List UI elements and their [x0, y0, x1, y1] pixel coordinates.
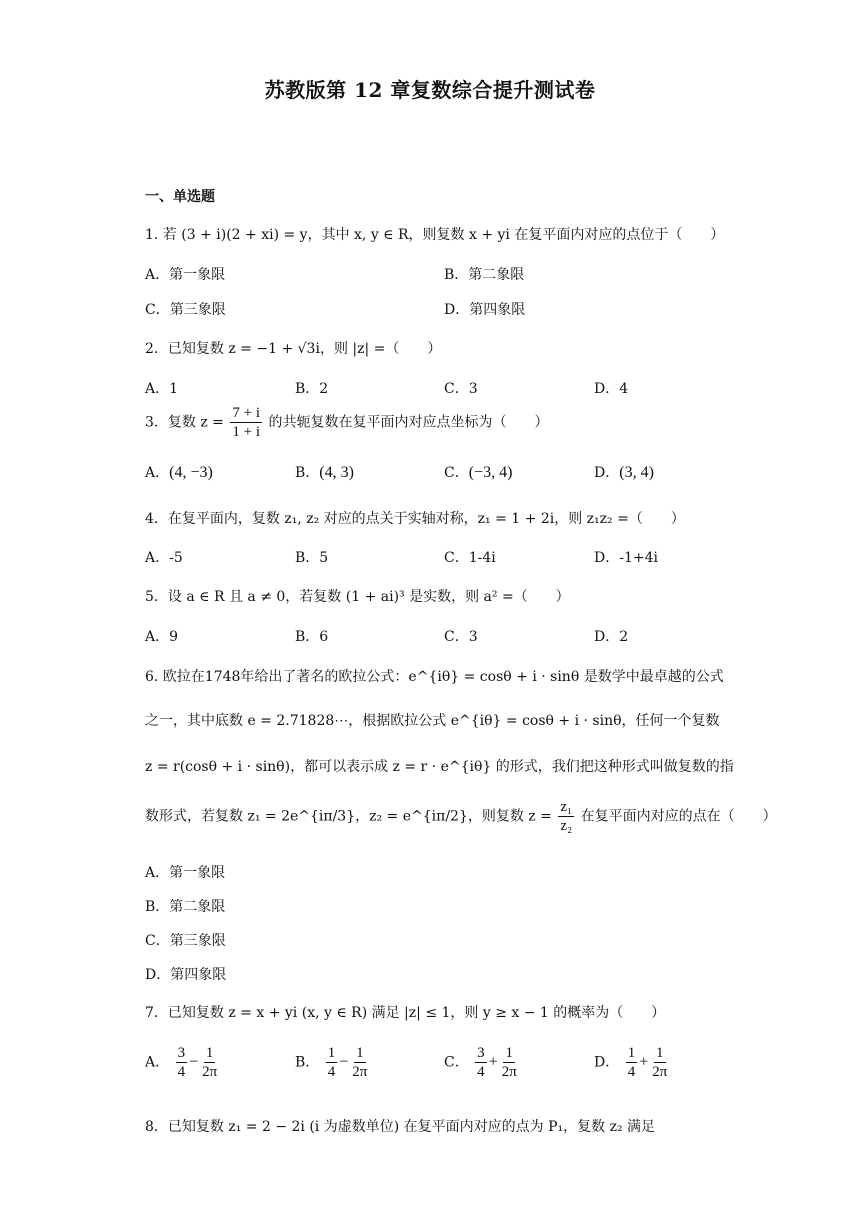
q6-option-c: C．第三象限 — [145, 933, 226, 949]
question-6-line-2: 之一，其中底数 e = 2.71828⋯，根据欧拉公式 e^{iθ} = cosθ + i · sinθ，任何一个复数 — [145, 713, 720, 729]
q6-option-d: D．第四象限 — [145, 967, 227, 983]
q4-option-a: A．-5 — [145, 550, 183, 566]
q3-prefix: 3．复数 z = — [145, 414, 224, 431]
q6-option-a: A．第一象限 — [145, 865, 226, 881]
q5-option-b: B．6 — [295, 629, 329, 645]
q5-option-c: C．3 — [444, 629, 478, 645]
section-heading: 一、单选题 — [145, 189, 215, 205]
q3-numerator: 7 + i — [232, 405, 261, 421]
q6-option-b: B．第二象限 — [145, 899, 226, 915]
q2-option-b: B．2 — [295, 381, 329, 397]
question-1-stem: 1. 若 (3 + i)(2 + xi) = y，其中 x, y ∈ R，则复数 x + yi 在复平面内对应的点位于（ ） — [145, 227, 725, 243]
q6-numerator: z₁ — [560, 799, 573, 815]
question-2-stem: 2．已知复数 z = −1 + √3i，则 |z| =（ ） — [145, 341, 442, 357]
q1-option-d: D．第四象限 — [444, 302, 526, 318]
q3-option-d: D．(3, 4) — [594, 464, 654, 481]
q7-option-b: B． $\frac{1}{4}$ − $\frac{1}{2\pi}$ — [295, 1045, 368, 1080]
q2-option-a: A．1 — [145, 381, 179, 397]
q1-option-a: A．第一象限 — [145, 267, 226, 283]
q6-denominator: z₂ — [560, 818, 573, 834]
q2-option-c: C．3 — [444, 381, 478, 397]
question-6-line-1: 6. 欧拉在1748年给出了著名的欧拉公式：e^{iθ} = cosθ + i · sinθ 是数学中最卓越的公式 — [145, 669, 724, 685]
question-5-stem: 5．设 a ∈ R 且 a ≠ 0，若复数 (1 + ai)³ 是实数，则 a² =（ ） — [145, 589, 570, 605]
q7-option-c: C． $\frac{3}{4}$ + $\frac{1}{2\pi}$ — [444, 1045, 517, 1080]
q6-fraction — [558, 798, 574, 835]
question-6-line-3: z = r(cosθ + i · sinθ)，都可以表示成 z = r · e^{iθ} 的形式，我们把这种形式叫做复数的指 — [145, 759, 734, 775]
q3-denominator: 1 + i — [232, 424, 261, 440]
q1-option-c: C．第三象限 — [145, 302, 226, 318]
q4-option-b: B．5 — [295, 550, 329, 566]
question-8-stem: 8．已知复数 z₁ = 2 − 2i (i 为虚数单位) 在复平面内对应的点为 P₁，复数 z₂ 满足 — [145, 1119, 656, 1135]
q3-suffix: 的共轭复数在复平面内对应点坐标为（ ） — [268, 414, 549, 431]
q3-fraction — [230, 404, 262, 441]
page-title: 苏教版第 12 章复数综合提升测试卷 — [264, 78, 596, 102]
q3-option-c: C．(−3, 4) — [444, 464, 513, 481]
q4-option-d: D．-1+4i — [594, 550, 658, 566]
question-6-line-4 — [145, 798, 777, 835]
q6-line4-prefix: 数形式，若复数 z₁ = 2e^{iπ/3}，z₂ = e^{iπ/2}，则复数 z = — [145, 808, 552, 825]
q5-option-d: D．2 — [594, 629, 629, 645]
q7-option-a: A． $\frac{3}{4}$ − $\frac{1}{2\pi}$ — [145, 1045, 218, 1080]
q5-option-a: A．9 — [145, 629, 179, 645]
q1-option-b: B．第二象限 — [444, 267, 525, 283]
q2-option-d: D．4 — [594, 381, 629, 397]
q4-option-c: C．1-4i — [444, 550, 496, 566]
q7-option-d: D． $\frac{1}{4}$ + $\frac{1}{2\pi}$ — [594, 1045, 668, 1080]
question-3-stem — [145, 404, 548, 441]
question-7-stem: 7．已知复数 z = x + yi (x, y ∈ R) 满足 |z| ≤ 1，则 y ≥ x − 1 的概率为（ ） — [145, 1005, 666, 1021]
q6-line4-suffix: 在复平面内对应的点在（ ） — [580, 808, 777, 825]
q3-option-b: B．(4, 3) — [295, 464, 354, 481]
q3-option-a: A．(4, −3) — [145, 464, 213, 481]
question-4-stem: 4．在复平面内，复数 z₁, z₂ 对应的点关于实轴对称，z₁ = 1 + 2i，则 z₁z₂ =（ ） — [145, 511, 685, 527]
